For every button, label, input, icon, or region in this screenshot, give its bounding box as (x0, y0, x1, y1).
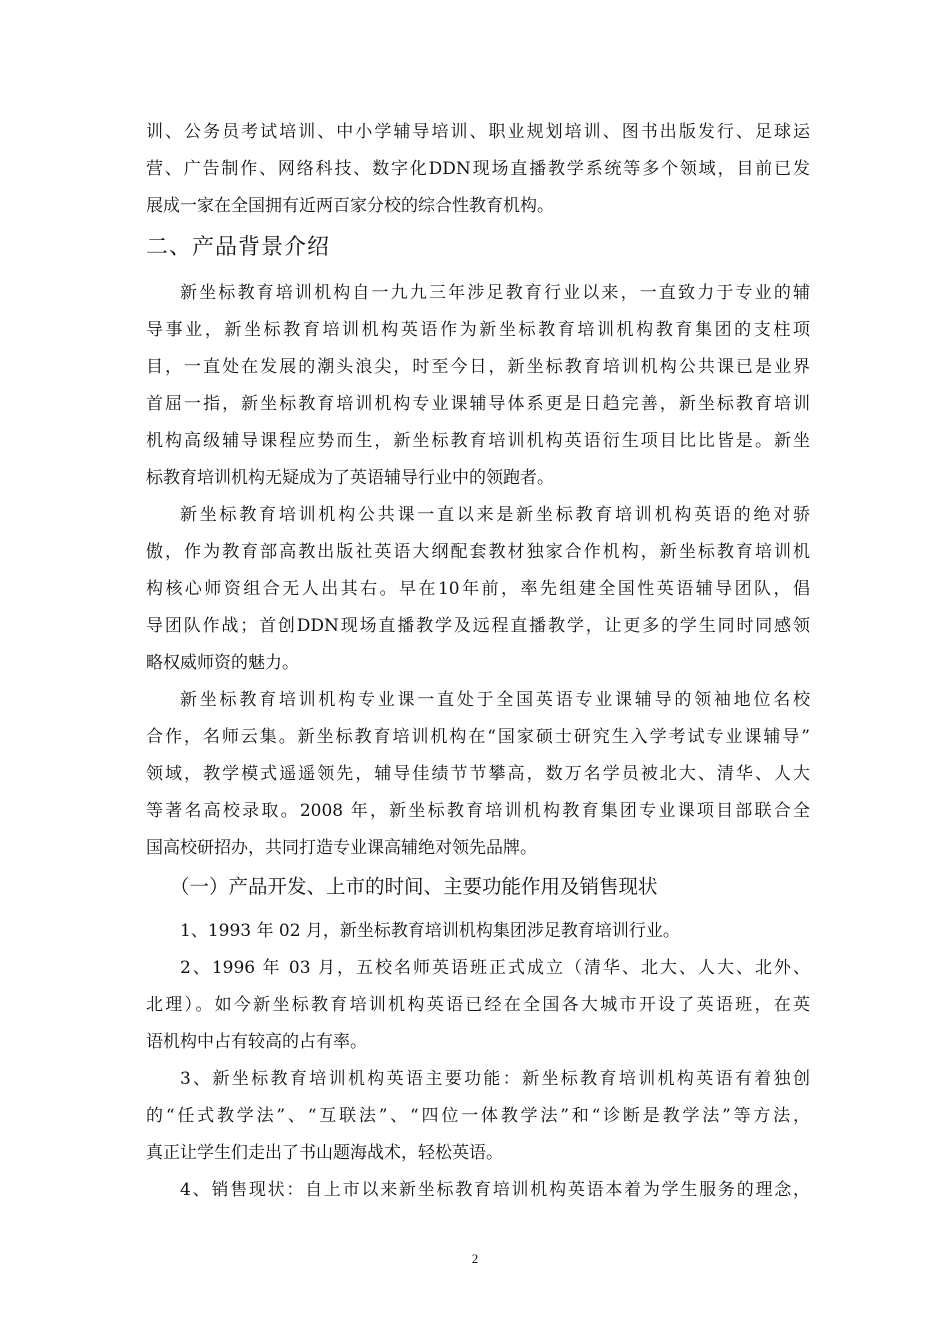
text-line: 真正让学生们走出了书山题海战术，轻松英语。 (146, 1143, 503, 1163)
page-body (146, 114, 810, 1209)
paragraph-professional-course (146, 682, 810, 867)
page-number: 2 (471, 1251, 479, 1266)
text-line: 略权威师资的魅力。 (146, 653, 299, 673)
text-line: 展成一家在全国拥有近两百家分校的综合性教育机构。 (146, 196, 554, 216)
text-line: 4、销售现状：自上市以来新坐标教育培训机构英语本着为学生服务的理念， (180, 1180, 810, 1200)
text-line: 首屈一指，新坐标教育培训机构专业课辅导体系更是日趋完善，新坐标教育培训 (146, 394, 810, 414)
text-line: 构核心师资组合无人出其右。早在10年前，率先组建全国性英语辅导团队，倡 (146, 579, 810, 599)
text-line: 2、1996 年 03 月，五校名师英语班正式成立（清华、北大、人大、北外、 (180, 958, 810, 978)
text-line: 新坐标教育培训机构专业课一直处于全国英语专业课辅导的领袖地位名校 (180, 690, 810, 710)
text-line: 新坐标教育培训机构自一九九三年涉足教育行业以来，一直致力于专业的辅 (180, 283, 810, 303)
text-line: 等著名高校录取。2008 年，新坐标教育培训机构教育集团专业课项目部联合全 (146, 801, 810, 821)
text-line: 国高校研招办，共同打造专业课高辅绝对领先品牌。 (146, 838, 537, 858)
text-line: 机构高级辅导课程应势而生，新坐标教育培训机构英语衍生项目比比皆是。新坐 (146, 431, 810, 451)
text-line: 北理）。如今新坐标教育培训机构英语已经在全国各大城市开设了英语班，在英 (146, 995, 810, 1015)
text-line: 3、新坐标教育培训机构英语主要功能：新坐标教育培训机构英语有着独创 (180, 1069, 810, 1089)
text-line: 1、1993 年 02 月，新坐标教育培训机构集团涉足教育培训行业。 (180, 921, 680, 941)
text-line: 语机构中占有较高的占有率。 (146, 1032, 367, 1052)
subsection-heading: （一）产品开发、上市的时间、主要功能作用及销售现状 (170, 875, 658, 898)
list-item (146, 1061, 810, 1172)
list-item (146, 950, 810, 1061)
paragraph-history (146, 275, 810, 497)
paragraph-public-course (146, 497, 810, 682)
list-item (146, 913, 810, 950)
text-line: 导事业，新坐标教育培训机构英语作为新坐标教育培训机构教育集团的支柱项 (146, 320, 810, 340)
intro-paragraph (146, 114, 810, 225)
text-line: 标教育培训机构无疑成为了英语辅导行业中的领跑者。 (146, 468, 554, 488)
section-heading: 二、产品背景介绍 (146, 235, 331, 260)
text-line: 新坐标教育培训机构公共课一直以来是新坐标教育培训机构英语的绝对骄 (180, 505, 810, 525)
text-line: 的“任式教学法”、“互联法”、“四位一体教学法”和“诊断是教学法”等方法， (146, 1106, 810, 1126)
text-line: 目，一直处在发展的潮头浪尖，时至今日，新坐标教育培训机构公共课已是业界 (146, 357, 810, 377)
text-line: 导团队作战；首创DDN现场直播教学及远程直播教学，让更多的学生同时同感领 (146, 616, 810, 636)
text-line: 营、广告制作、网络科技、数字化DDN现场直播教学系统等多个领域，目前已发 (146, 159, 810, 179)
text-line: 训、公务员考试培训、中小学辅导培训、职业规划培训、图书出版发行、足球运 (146, 122, 810, 142)
list-item (146, 1172, 810, 1209)
text-line: 合作，名师云集。新坐标教育培训机构在“国家硕士研究生入学考试专业课辅导” (146, 727, 810, 747)
text-line: 领域，教学模式遥遥领先，辅导佳绩节节攀高，数万名学员被北大、清华、人大 (146, 764, 810, 784)
text-line: 傲，作为教育部高教出版社英语大纲配套教材独家合作机构，新坐标教育培训机 (146, 542, 810, 562)
